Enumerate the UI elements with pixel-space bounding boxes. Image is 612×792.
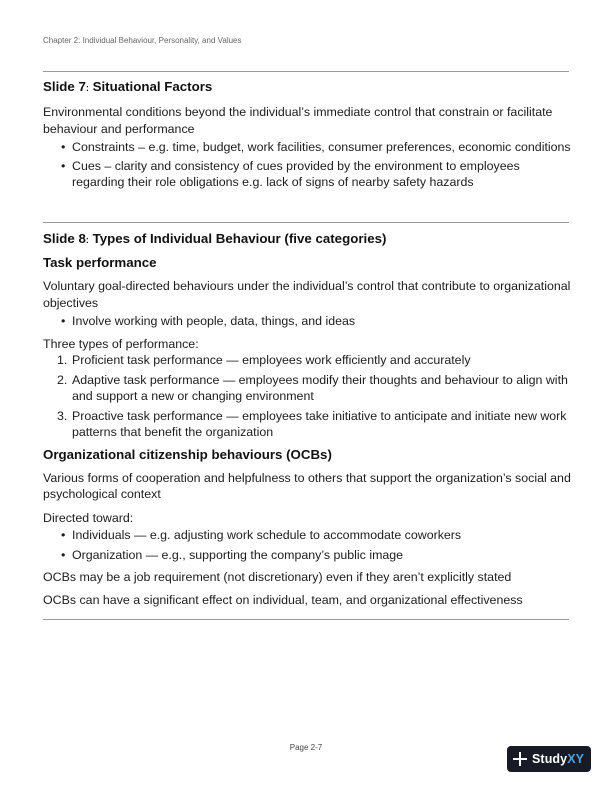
list-item: • Involve working with people, data, things, and ideas xyxy=(43,313,573,330)
ocb-note: OCBs may be a job requirement (not discretionary) even if they aren’t explicitly stated xyxy=(43,570,512,584)
item-number: 3. xyxy=(57,408,68,423)
slide7-bullet-list xyxy=(43,139,573,191)
logo-wordmark xyxy=(532,752,584,766)
slide7-separator: : xyxy=(85,83,89,93)
item-number: 1. xyxy=(57,353,68,367)
task-bullet-list xyxy=(43,313,573,330)
list-item: • Cues – clarity and consistency of cues provided by the environment to employees regarding their role obligations e.g. lack of signs of nearby safety hazards xyxy=(43,158,573,191)
divider xyxy=(43,71,569,72)
ocb-note: OCBs can have a significant effect on individual, team, and organizational effectiveness xyxy=(43,592,523,607)
item-number: 2. xyxy=(57,372,68,387)
item-text: Proactive task performance — employees take initiative to anticipate and initiate new work patterns that benefit the organization xyxy=(72,408,567,439)
performance-types-list xyxy=(43,352,573,441)
item-text: Adaptive task performance — employees modify their thoughts and behaviour to align with and support a new or changing environment xyxy=(72,372,568,403)
slide8-title: Types of Individual Behaviour (five categories) xyxy=(92,231,387,246)
slide7-heading xyxy=(43,78,573,97)
ocb-directed-label: Directed toward: xyxy=(43,510,134,525)
divider xyxy=(43,619,569,620)
logo-word: Study xyxy=(532,752,568,766)
page-number: Page 2-7 xyxy=(289,743,323,752)
task-performance-intro: Voluntary goal-directed behaviours under the individual’s control that contribute to organizational objectives xyxy=(43,279,571,310)
ocb-intro: Various forms of cooperation and helpfulness to others that support the organization’s social and psychological context xyxy=(43,470,571,501)
slide7-section xyxy=(43,78,573,191)
studyxy-logo xyxy=(507,746,591,772)
ocb-bullet-list xyxy=(43,527,573,563)
divider xyxy=(43,222,569,223)
slide7-label: Slide 7 xyxy=(43,79,86,94)
task-performance-heading: Task performance xyxy=(43,255,157,270)
slide8-label: Slide 8 xyxy=(43,231,86,246)
slide8-heading xyxy=(43,230,573,249)
list-item xyxy=(43,372,573,405)
slide7-intro: Environmental conditions beyond the individual’s immediate control that constrain or facilitate behaviour and performance xyxy=(43,105,553,136)
list-item xyxy=(43,352,573,369)
running-header: Chapter 2: Individual Behaviour, Personality, and Values xyxy=(43,36,242,45)
performance-types-intro: Three types of performance: xyxy=(43,336,199,351)
slide8-section xyxy=(43,230,573,608)
list-item: • Organization — e.g., supporting the company’s public image xyxy=(43,547,573,564)
list-item: • Individuals — e.g. adjusting work schedule to accommodate coworkers xyxy=(43,527,573,544)
list-item: • Constraints – e.g. time, budget, work facilities, consumer preferences, economic conditions xyxy=(43,139,573,156)
slide8-separator: : xyxy=(85,235,89,245)
item-text: Proficient task performance — employees work efficiently and accurately xyxy=(72,353,471,367)
list-item xyxy=(43,408,573,441)
logo-accent: XY xyxy=(567,752,585,766)
plus-icon xyxy=(513,752,527,766)
slide7-title: Situational Factors xyxy=(92,79,213,94)
ocb-heading: Organizational citizenship behaviours (OCBs) xyxy=(43,446,332,462)
